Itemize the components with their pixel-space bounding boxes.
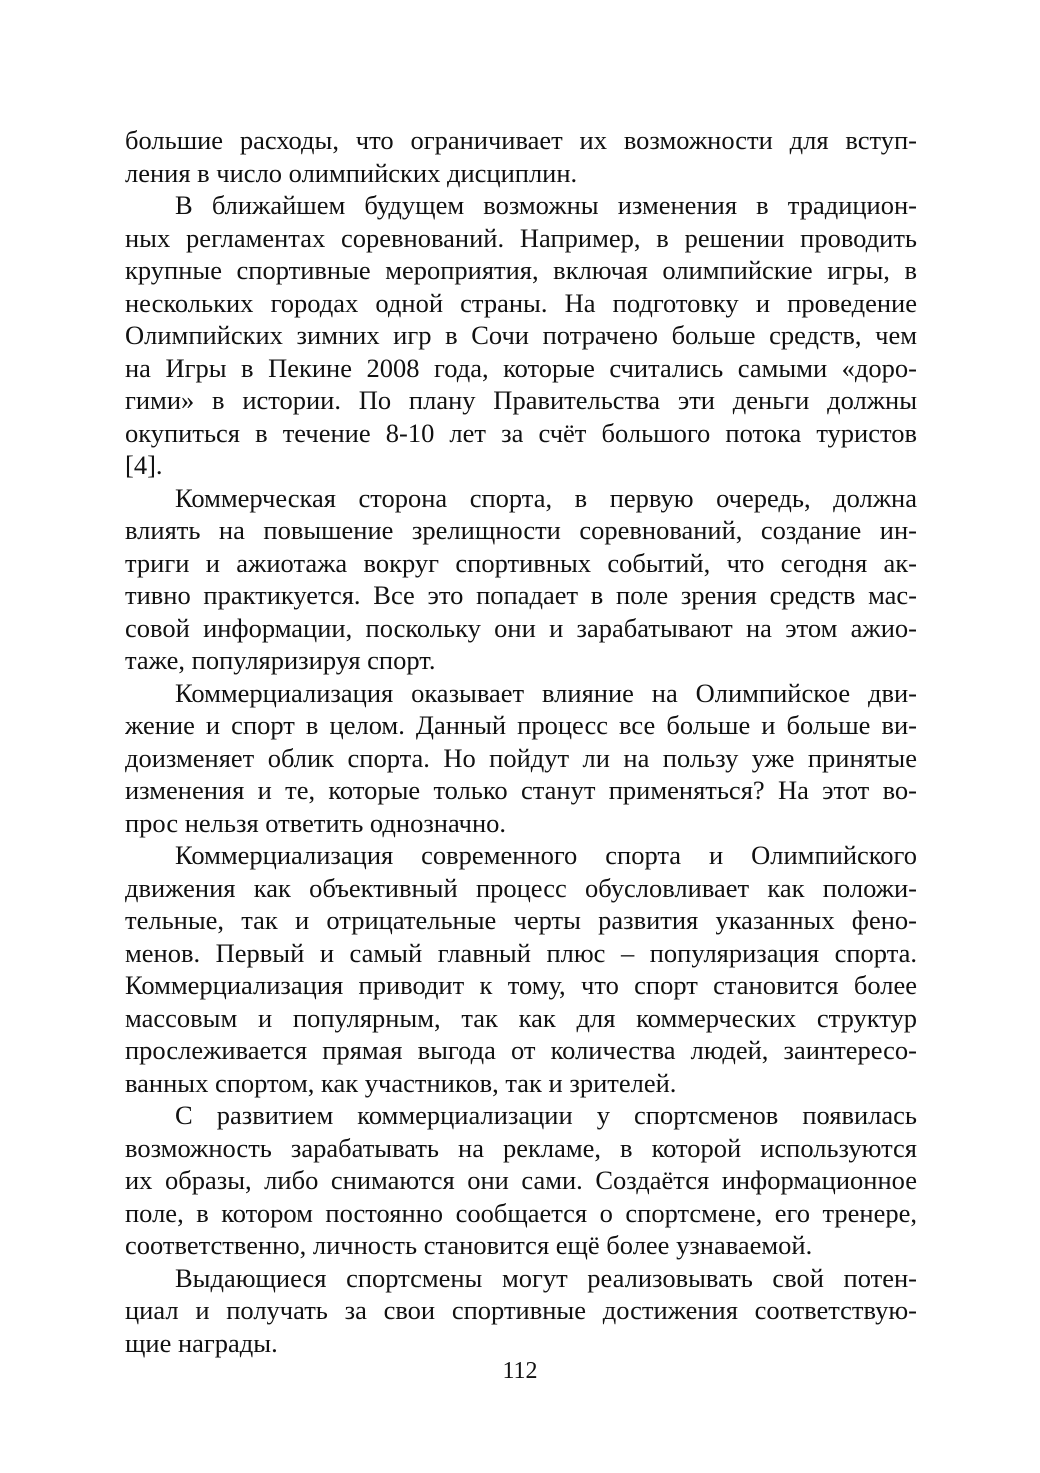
text-line: менов. Первый и самый главный плюс – популяризация спорта.: [125, 937, 917, 968]
text-line: Коммерциализация оказывает влияние на Олимпийское дви-: [175, 677, 917, 708]
text-line: Выдающиеся спортсмены могут реализовывать свой потен-: [175, 1262, 917, 1293]
text-line: ления в число олимпийских дисциплин.: [125, 157, 578, 188]
text-line: движения как объективный процесс обусловливает как положи-: [125, 872, 917, 903]
text-line: доизменяет облик спорта. Но пойдут ли на пользу уже принятые: [125, 742, 917, 773]
paragraph: [125, 839, 917, 1099]
paragraph: [125, 124, 917, 189]
text-line: тельные, так и отрицательные черты развития указанных фено-: [125, 905, 917, 935]
text-line: Олимпийских зимних игр в Сочи потрачено больше средств, чем: [125, 320, 917, 350]
text-line: массовым и популярным, так как для коммерческих структур: [125, 1002, 917, 1033]
text-line: на Игры в Пекине 2008 года, которые считались самыми «доро-: [125, 352, 917, 383]
text-line: С развитием коммерциализации у спортсменов появилась: [175, 1100, 917, 1130]
text-line: циал и получать за свои спортивные достижения соответствую-: [125, 1295, 917, 1325]
text-line: соответственно, личность становится ещё более узнаваемой.: [125, 1230, 813, 1260]
text-line: нескольких городах одной страны. На подготовку и проведение: [125, 287, 917, 318]
text-line: крупные спортивные мероприятия, включая олимпийские игры, в: [125, 255, 917, 285]
text-line: [4].: [125, 450, 163, 480]
text-line: жение и спорт в целом. Данный процесс все больше и больше ви-: [125, 710, 917, 740]
paragraph: [125, 1262, 917, 1360]
paragraph: [125, 1099, 917, 1262]
text-line: совой информации, поскольку они и зарабатывают на этом ажио-: [125, 612, 917, 643]
text-line: щие награды.: [125, 1327, 278, 1358]
text-line: большие расходы, что ограничивает их возможности для вступ-: [125, 125, 917, 155]
page-number: 112: [502, 1358, 538, 1384]
text-line: возможность зарабатывать на рекламе, в которой используются: [125, 1132, 917, 1163]
text-line: триги и ажиотажа вокруг спортивных событий, что сегодня ак-: [125, 547, 917, 578]
text-line: прослеживается прямая выгода от количества людей, заинтересо-: [125, 1035, 917, 1065]
text-line: окупиться в течение 8-10 лет за счёт большого потока туристов: [125, 417, 917, 448]
text-line: Коммерциализация современного спорта и Олимпийского: [175, 840, 917, 870]
paragraph: [125, 482, 917, 677]
text-line: их образы, либо снимаются они сами. Создаётся информационное: [125, 1165, 917, 1195]
text-line: ных регламентах соревнований. Например, в решении проводить: [125, 222, 917, 253]
text-line: ванных спортом, как участников, так и зрителей.: [125, 1067, 677, 1098]
document-body: [125, 124, 917, 1359]
paragraph: [125, 677, 917, 840]
paragraph: [125, 189, 917, 482]
text-line: В ближайшем будущем возможны изменения в традицион-: [175, 190, 917, 220]
text-line: поле, в котором постоянно сообщается о спортсмене, его тренере,: [125, 1197, 917, 1228]
text-line: тивно практикуется. Все это попадает в поле зрения средств мас-: [125, 580, 917, 610]
text-line: гими» в истории. По плану Правительства эти деньги должны: [125, 385, 917, 415]
text-line: изменения и те, которые только станут применяться? На этот во-: [125, 775, 917, 805]
text-line: Коммерциализация приводит к тому, что спорт становится более: [125, 970, 917, 1000]
text-line: прос нельзя ответить однозначно.: [125, 807, 507, 838]
text-line: таже, популяризируя спорт.: [125, 645, 436, 675]
text-line: Коммерческая сторона спорта, в первую очередь, должна: [175, 482, 917, 513]
text-line: влиять на повышение зрелищности соревнований, создание ин-: [125, 515, 917, 545]
